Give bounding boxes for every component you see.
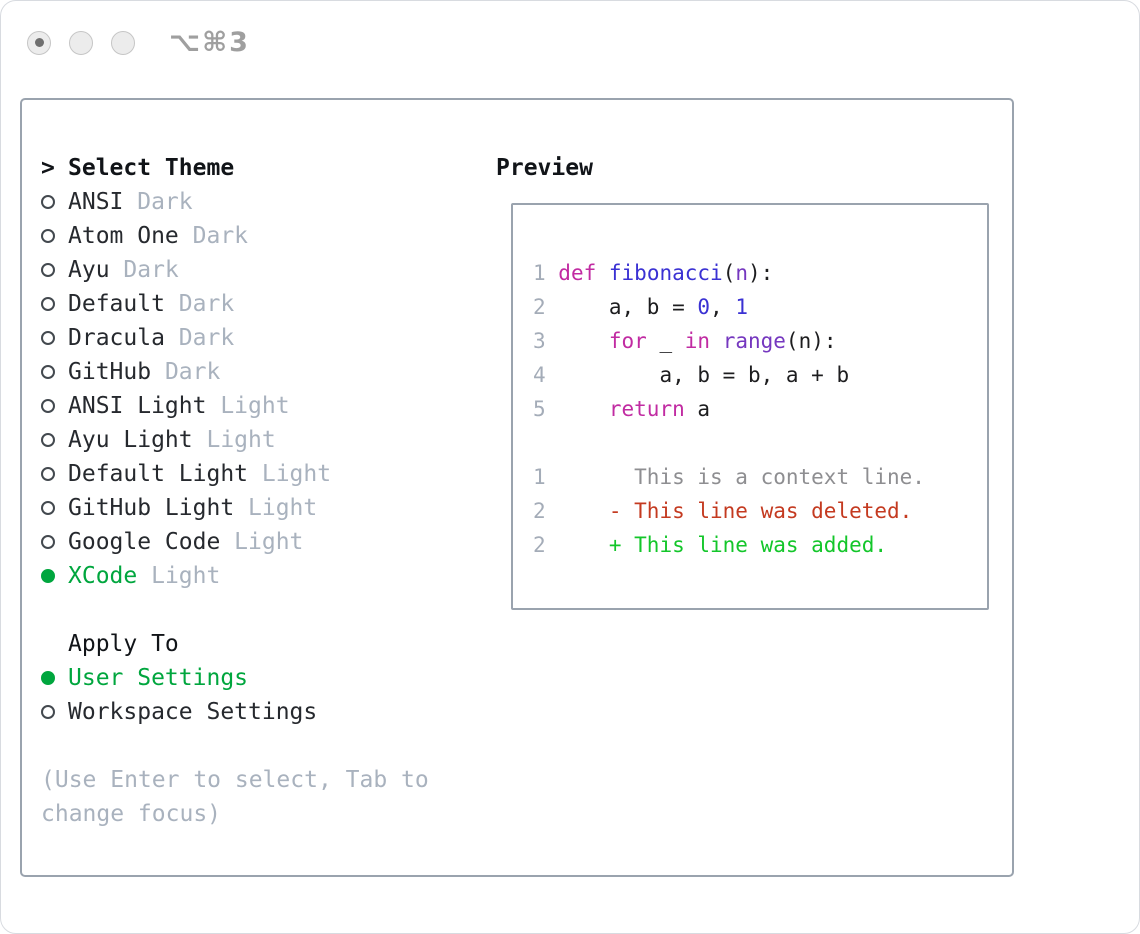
theme-option-ansi[interactable] [41, 185, 481, 219]
option-label: ANSI [68, 189, 124, 215]
code-line-3: 3 for _ in range(n): [533, 324, 977, 358]
diff-line-deleted: 2 - This line was deleted. [533, 494, 977, 528]
spacer [533, 426, 977, 460]
theme-option-google-code[interactable] [41, 525, 481, 559]
theme-option-ayu-light[interactable] [41, 423, 481, 457]
radio-unselected-icon [41, 263, 68, 277]
option-variant-label: Light [261, 461, 332, 487]
option-variant-label: Dark [137, 189, 193, 215]
code-line-2: 2 a, b = 0, 1 [533, 290, 977, 324]
option-label: GitHub [68, 359, 152, 385]
option-label: XCode [68, 563, 138, 589]
radio-unselected-icon [41, 467, 68, 481]
window-maximize-button[interactable] [111, 31, 135, 55]
line-number: 2 [533, 295, 546, 319]
line-number: 3 [533, 329, 546, 353]
theme-selector-panel [20, 98, 1014, 877]
theme-option-default-light[interactable] [41, 457, 481, 491]
option-label: Workspace Settings [68, 699, 318, 725]
theme-option-dracula[interactable] [41, 321, 481, 355]
option-label: ANSI Light [68, 393, 207, 419]
diff-line-context: 1 This is a context line. [533, 460, 977, 494]
option-variant-label: Light [234, 529, 304, 555]
line-number: 5 [533, 397, 546, 421]
code-line-5: 5 return a [533, 392, 977, 426]
preview-heading: Preview [496, 155, 593, 181]
option-variant-label: Dark [164, 359, 221, 385]
theme-option-github[interactable] [41, 355, 481, 389]
apply-to-list [41, 661, 481, 729]
option-variant-label: Light [206, 427, 276, 453]
option-variant-label: Light [151, 563, 221, 589]
radio-selected-icon [41, 671, 68, 685]
radio-unselected-icon [41, 365, 68, 379]
theme-list-column [41, 151, 481, 831]
radio-unselected-icon [41, 705, 68, 719]
option-label: Default Light [68, 461, 249, 487]
option-variant-label: Dark [192, 223, 249, 249]
option-variant-label: Light [248, 495, 318, 521]
code-line-1: 1 def fibonacci(n): [533, 256, 977, 290]
line-number: 1 [533, 261, 546, 285]
theme-option-atom-one[interactable] [41, 219, 481, 253]
radio-selected-icon [41, 569, 68, 583]
code-line-4: 4 a, b = b, a + b [533, 358, 977, 392]
titlebar [27, 27, 250, 58]
option-variant-label: Light [220, 393, 290, 419]
option-label: Dracula [68, 325, 165, 351]
radio-unselected-icon [41, 297, 68, 311]
line-number: 1 [533, 465, 546, 489]
diff-preview [533, 460, 977, 562]
radio-unselected-icon [41, 433, 68, 447]
diff-line-added: 2 + This line was added. [533, 528, 977, 562]
theme-option-github-light[interactable] [41, 491, 481, 525]
help-text: (Use Enter to select, Tab to change focus) [41, 767, 429, 827]
option-label: Atom One [68, 223, 179, 249]
option-variant-label: Dark [178, 325, 235, 351]
theme-option-xcode[interactable] [41, 559, 481, 593]
radio-unselected-icon [41, 535, 68, 549]
theme-list [41, 185, 481, 593]
window-title: ⌥⌘3 [169, 27, 250, 58]
radio-unselected-icon [41, 399, 68, 413]
option-label: GitHub Light [68, 495, 235, 521]
window-minimize-button[interactable] [69, 31, 93, 55]
option-label: Default [68, 291, 165, 317]
apply-to-header: Apply To [68, 631, 179, 657]
option-label: User Settings [68, 665, 249, 691]
line-number: 4 [533, 363, 546, 387]
option-variant-label: Dark [178, 291, 235, 317]
apply-option-workspace-settings[interactable] [41, 695, 481, 729]
option-label: Ayu Light [68, 427, 193, 453]
apply-option-user-settings[interactable] [41, 661, 481, 695]
radio-unselected-icon [41, 229, 68, 243]
focus-dot-icon [35, 38, 44, 47]
select-theme-header-label: Select Theme [68, 155, 235, 181]
window-close-button[interactable] [27, 31, 51, 55]
theme-option-ayu[interactable] [41, 253, 481, 287]
preview-box [511, 203, 989, 610]
option-variant-label: Dark [123, 257, 179, 283]
cursor-arrow-icon: > [41, 155, 55, 181]
line-number: 2 [533, 499, 546, 523]
select-theme-header [41, 151, 481, 185]
radio-unselected-icon [41, 195, 68, 209]
option-label: Ayu [68, 257, 110, 283]
theme-option-default[interactable] [41, 287, 481, 321]
spacer [41, 593, 481, 627]
code-preview [533, 256, 977, 426]
line-number: 2 [533, 533, 546, 557]
radio-unselected-icon [41, 331, 68, 345]
option-label: Google Code [68, 529, 221, 555]
theme-option-ansi-light[interactable] [41, 389, 481, 423]
radio-unselected-icon [41, 501, 68, 515]
